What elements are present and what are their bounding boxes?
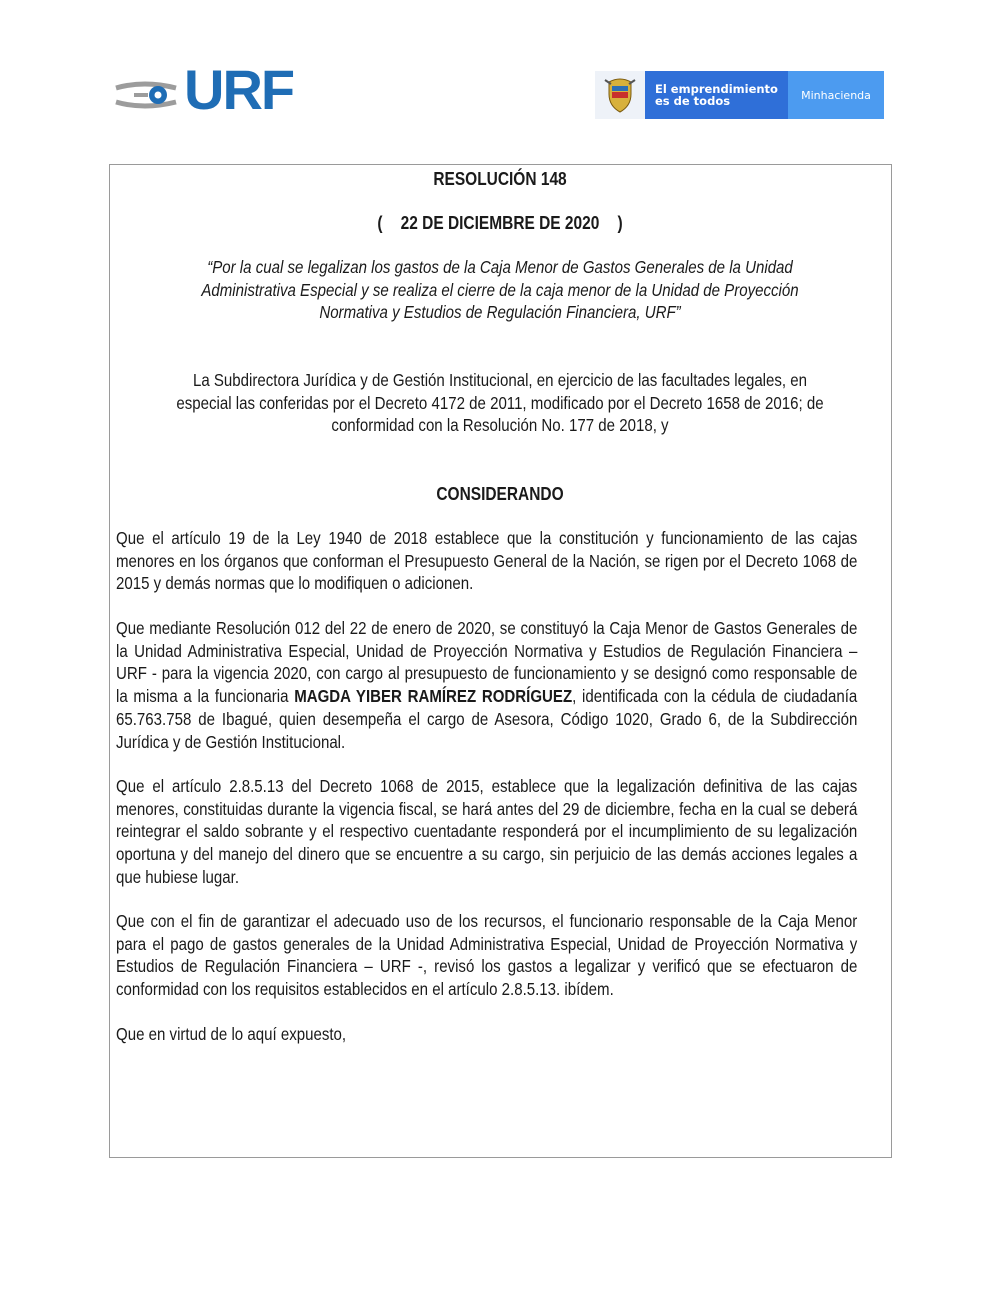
resolution-subject: “Por la cual se legalizan los gastos de la Caja Menor de Gastos Generales de la Unidad Administrativa Especial y se realiza el cierre de la caja menor de la Unidad de Proyección Normativa y Estudios de Regulación Financiera, URF” — [201, 257, 799, 322]
colombia-coat-of-arms-icon — [595, 71, 645, 119]
gov-slogan-line1: El emprendimiento — [655, 82, 778, 96]
considerando-heading: CONSIDERANDO — [436, 484, 564, 504]
official-name: MAGDA YIBER RAMÍREZ RODRÍGUEZ — [294, 686, 573, 707]
urf-logo-text: URF — [184, 58, 294, 121]
paragraph-2-text-after: , identificada con la cédula de ciudadanía 65.763.758 de Ibagué, quien desempeña el cargo de Asesora, Código 1020, Grado 6, de la Subdirección Jurídica y de Gestión Institucional. — [116, 686, 858, 752]
gov-slogan-line2: es de todos — [655, 94, 731, 108]
considerando-paragraph-5: Que en virtud de lo aquí expuesto, — [116, 1024, 347, 1044]
government-slogan — [645, 71, 788, 119]
document-header — [0, 0, 1000, 160]
preamble: La Subdirectora Jurídica y de Gestión Institucional, en ejercicio de las facultades legales, en especial las conferidas por el Decreto 4172 de 2011, modificado por el Decreto 1658 de 2016; de conformidad con la Resolución No. 177 de 2018, y — [176, 370, 824, 435]
date-close-paren: ) — [617, 213, 623, 233]
ministry-label: Minhacienda — [788, 71, 884, 119]
paragraph-2-text-before: Que mediante Resolución 012 del 22 de enero de 2020, se constituyó la Caja Menor de Gastos Generales de la Unidad Administrativa Especial, Unidad de Proyección Normativa y Estudios de Regulación Financiera – URF - para la vigencia 2020, con cargo al presupuesto de funcionamiento y se designó como responsable de la misma a la funcionaria — [116, 618, 858, 707]
considerando-paragraph-2 — [116, 617, 857, 753]
date-open-paren: ( — [377, 213, 383, 233]
date-text: 22 DE DICIEMBRE DE 2020 — [400, 213, 600, 233]
resolution-date — [70, 212, 930, 234]
considerando-paragraph-4: Que con el fin de garantizar el adecuado uso de los recursos, el funcionario responsable de la Caja Menor para el pago de gastos generales de la Unidad Administrativa Especial, Unidad de Proyección Normativa y Estudios de Regulación Financiera – URF -, revisó los gastos a legalizar y verificó que se efectuaron de conformidad con los requisitos establecidos en el artículo 2.8.5.13. ibídem. — [116, 911, 858, 1000]
resolution-title: RESOLUCIÓN 148 — [433, 169, 567, 189]
considerando-paragraph-1: Que el artículo 19 de la Ley 1940 de 2018 establece que la constitución y funcionamiento de las cajas menores en los órganos que conforman el Presupuesto General de la Nación, se rigen por el Decreto 1068 de 2015 y demás normas que lo modifiquen o adicionen. — [116, 528, 858, 594]
considerando-paragraph-3: Que el artículo 2.8.5.13 del Decreto 1068 de 2015, establece que la legalización definitiva de las cajas menores, constituidas durante la vigencia fiscal, se hará antes del 29 de diciembre, fecha en la cual se deberá reintegrar el saldo sobrante y el respectivo cuentadante responderá por el incumplimiento de su legalización oportuna y del manejo del dinero que se encuentre a su cargo, sin perjuicio de las demás acciones legales a que hubiese lugar. — [116, 776, 858, 887]
government-badge — [595, 71, 884, 119]
